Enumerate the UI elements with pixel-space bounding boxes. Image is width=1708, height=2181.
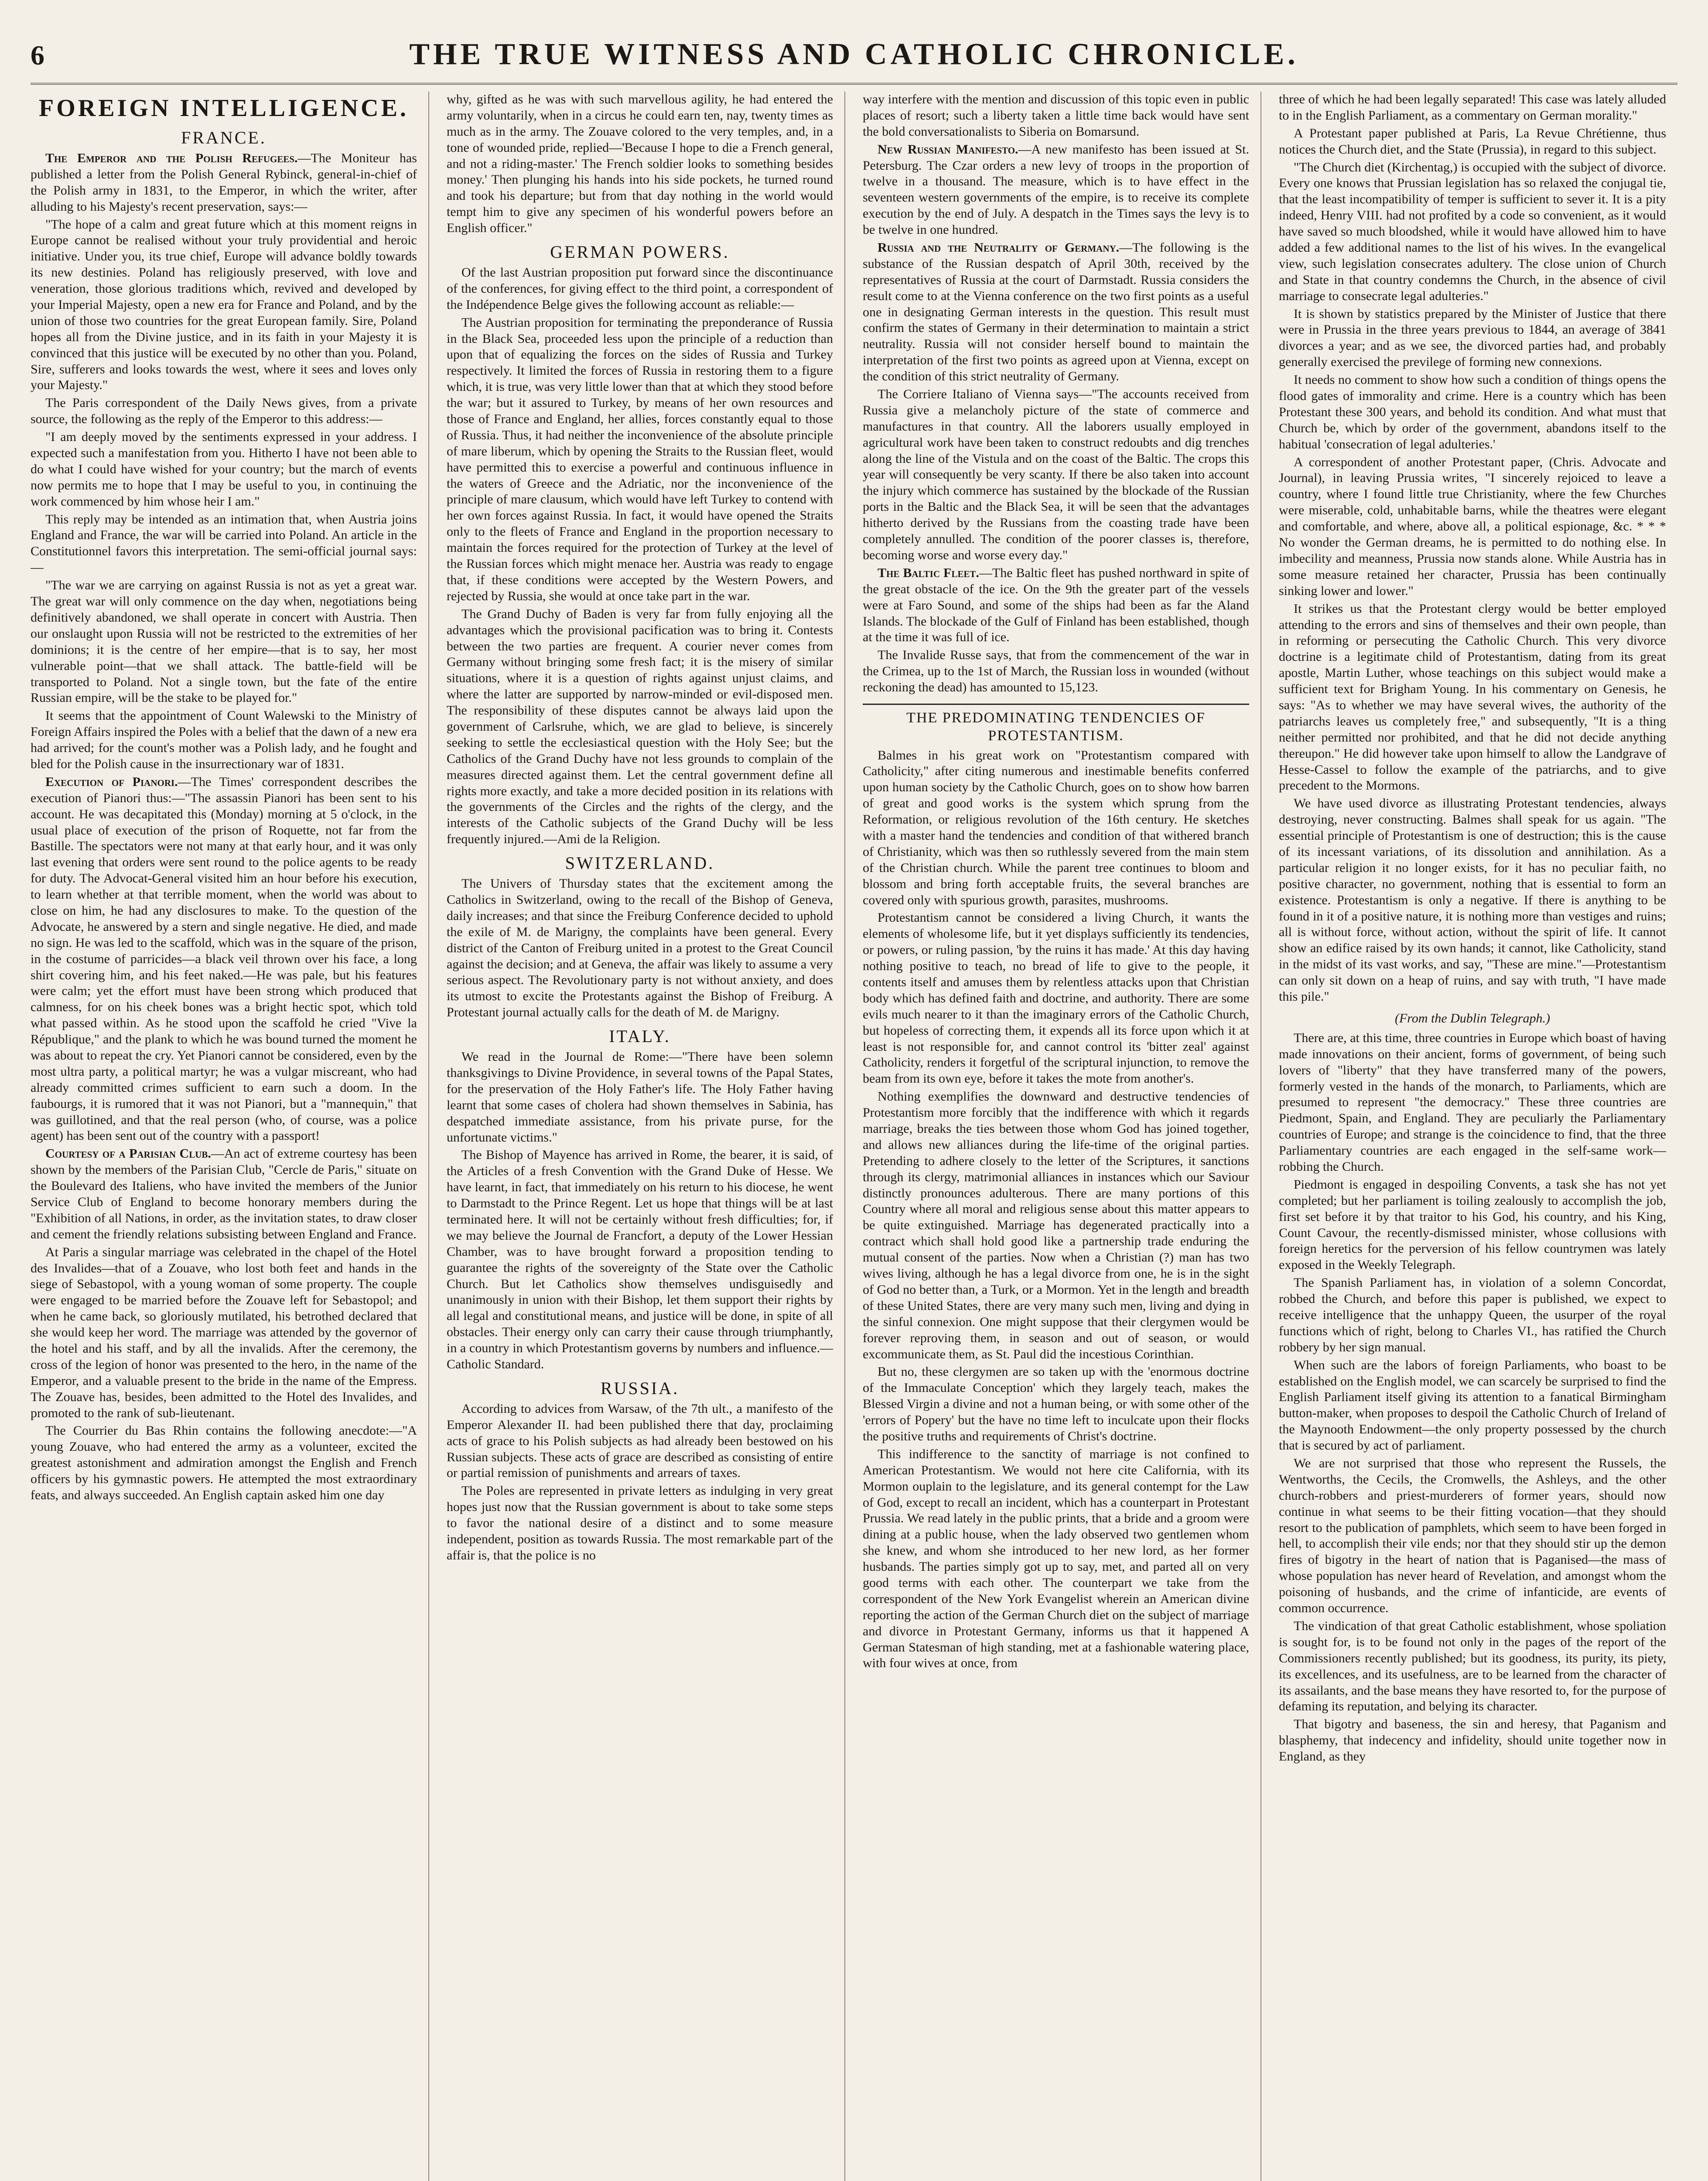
column-4 xyxy=(1279,92,1677,2181)
paragraph: The vindication of that great Catholic establishment, whose spoliation is sought for, is to be found not only in the pages of the report of the Commissioners recently published; but its goodness, its purity, its piety, its excellences, and its usefulness, are to be learned from the character of its assailants, and the base means they have resorted to, for the purpose of defaming its reputation, and belying its character. xyxy=(1279,1618,1666,1714)
country-heading-italy: ITALY. xyxy=(609,1026,671,1046)
masthead xyxy=(31,26,1677,85)
paragraph: New Russian Manifesto.—A new manifesto has been issued at St. Petersburg. The Czar orders a new levy of troops in the proportion of twelve in a thousand. The measure, which is to have effect in the seventeen western governments of the empire, is to receive its complete execution by the end of July. A despatch in the Times says the levy is to be twelve in one hundred. xyxy=(863,142,1249,237)
paragraph-lead: The Baltic Fleet. xyxy=(878,565,979,580)
paragraph: This reply may be intended as an intimation that, when Austria joins England and France, the war will be carried into Poland. An article in the Constitutionnel favors this interpretation. The semi-official journal says:— xyxy=(31,512,417,575)
paragraph: That bigotry and baseness, the sin and heresy, that Paganism and blasphemy, that indecency and infidelity, should unite together now in England, as they xyxy=(1279,1717,1666,1764)
country-heading-russia: RUSSIA. xyxy=(600,1378,680,1398)
paragraph: The Spanish Parliament has, in violation of a solemn Concordat, robbed the Church, and before this paper is published, we expect to receive intelligence that the unhappy Queen, the usurper of the royal functions which of right, belong to Charles VI., has ratified the Church robbery by her sign manual. xyxy=(1279,1275,1666,1354)
paragraph: There are, at this time, three countries in Europe which boast of having made innovations on their ancient, forms of government, of being such lovers of "liberty" that they have transferred many of the powers, formerly vested in the hands of the monarch, to Parliaments, which are presumed to represent "the democracy." These three countries are Piedmont, Spain, and England. They are peculiarly the Parliamentary countries of Europe; and strange is the coincidence to find, that the three Parliamentary countries are each engaged in the self-same work—robbing the Church. xyxy=(1279,1030,1666,1174)
paragraph: The Poles are represented in private letters as indulging in very great hopes just now that the Russian government is about to take some steps to favor the national desire of a distinct and to some measure independent, position as towards Russia. The most remarkable part of the affair is, that the police is no xyxy=(447,1484,833,1562)
paragraph: The Bishop of Mayence has arrived in Rome, the bearer, it is said, of the Articles of a fresh Convention with the Grand Duke of Hesse. We have learnt, in fact, that immediately on his return to his diocese, he went to Darmstadt to the Prince Regent. Let us hope that things will be at last terminated here. It will not be certainly without fresh difficulties; for, if we may believe the Journal de Francfort, a deputy of the Lower Hessian Chamber, was to have brought forward a proposition tending to guarantee the rights of the sovereignty of the State over the Catholic Church. But let Catholics show themselves undisguisedly and unanimously in union with their Bishop, let them support their rights by all legal and constitutional means, and justice will be done, in spite of all obstacles. Their energy only can carry their cause through triumphantly, in a country in which Protestantism governs by numbers and influence.—Catholic Standard. xyxy=(447,1148,833,1372)
paragraph-lead: New Russian Manifesto. xyxy=(878,142,1018,157)
paragraph: The Corriere Italiano of Vienna says—"The accounts received from Russia give a melancholy picture of the state of commerce and manufactures in that country. All the laborers usually employed in agricultural work have been taken to construct redoubts and dig trenches along the line of the Vistula and on the coast of the Baltic. The crops this year will consequently be very scanty. If there be also taken into account the injury which commerce has sustained by the blockade of the Russian ports in the Baltic and the Black Sea, it will be seen that the advantages hitherto derived by the Russians from the coasting trade have been completely annulled. The condition of the poorer classes is, therefore, becoming worse and worse every day." xyxy=(863,387,1249,562)
paragraph: The Emperor and the Polish Refugees.—The Moniteur has published a letter from the Polish General Rybinck, general-in-chief of the Polish army in 1831, to the Emperor, in which the writer, after alluding to his Majesty's recent preservation, says:— xyxy=(31,151,417,214)
column-2 xyxy=(447,92,845,2181)
paragraph: When such are the labors of foreign Parliaments, who boast to be established on the English model, we can scarcely be surprised to find the English Parliament itself giving its attention to a fanatical Birmingham button-maker, when proposes to despoil the Catholic Church of Ireland of the Maynooth Endowment—the only property possessed by the church that is secured by act of parliament. xyxy=(1279,1357,1666,1453)
paragraph: Courtesy of a Parisian Club.—An act of extreme courtesy has been shown by the members of the Parisian Club, "Cercle de Paris," situate on the Boulevard des Italiens, who have invited the members of the Junior Service Club of England to become honorary members during the "Exhibition of all Nations, in order, as the invitation states, to draw closer and cement the friendly relations subsisting between England and France. xyxy=(31,1146,417,1241)
paragraph: A correspondent of another Protestant paper, (Chris. Advocate and Journal), in leaving Prussia writes, "I sincerely rejoiced to leave a country, where I found little true Christianity, where the few Churches were miserable, cold, unhabitable barns, while the theatres were elegant and comfortable, and where, above all, a political espionage, &c. * * * No wonder the German dreams, he is permitted to do nothing else. In imbecility and meanness, Prussia now stands alone. While Austria has in some measure retained her character, Prussia has been continually sinking lower and lower." xyxy=(1279,455,1666,598)
paragraph-lead: Russia and the Neutrality of Germany. xyxy=(878,240,1120,255)
paragraph: According to advices from Warsaw, of the 7th ult., a manifesto of the Emperor Alexander II. had been published there that day, proclaiming acts of grace to his Polish subjects as had already been bestowed on his Russian subjects. These acts of grace are described as consisting of entire or partial remission of punishments and arrears of taxes. xyxy=(447,1401,833,1480)
paragraph: But no, these clergymen are so taken up with the 'enormous doctrine of the Immaculate Conception' which they largely teach, makes the Blessed Virgin a divine and not a human being, or with some other of the 'errors of Popery' but the have no time left to inculcate upon their flocks the positive truths and requirements of Christ's doctrine. xyxy=(863,1364,1249,1443)
paragraph: Execution of Pianori.—The Times' correspondent describes the execution of Pianori thus:—"The assassin Pianori has been sent to his account. He was decapitated this (Monday) morning at 5 o'clock, in the usual place of execution of the prison of Roquette, not far from the Bastille. The spectators were not many at that early hour, and it was only last evening that orders were sent round to the police agents to be ready for duty. The Advocat-General visited him an hour before his execution, to learn whether at that terrible moment, when the world was about to close on him, he had any disclosures to make. To the question of the Advocate, he answered by a stern and single negative. He died, and made no sign. He was led to the scaffold, which was in the square of the prison, in the costume of parricides—a black veil thrown over his face, a long shirt covering him, and his feet naked.—He was pale, but his features were calm; yet the effort must have been strong which produced that calmness, for on his cheek bones was a bright hectic spot, which told what passed within. As he stood upon the scaffold he cried "Vive la République," and the plank to which he was bound turned the moment he was about to repeat the cry. Yet Pianori cannot be considered, even by the most ultra party, a political martyr; he was a vulgar miscreant, who had already committed crimes sufficient to earn such a doom. In the faubourgs, it is rumored that it was not Pianori, but a "mannequin," that was guillotined, and that the real person (who, of course, was a police agent) has been sent out of the country with a passport! xyxy=(31,774,417,1143)
paragraph: We read in the Journal de Rome:—"There have been solemn thanksgivings to Divine Providence, in several towns of the Papal States, for the preservation of the Holy Father's life. The Holy Father having learnt that some cases of cholera had shown themselves in Sabinia, has despatched immediate assistance, from his private purse, for the unfortunate victims." xyxy=(447,1049,833,1145)
paragraph: We have used divorce as illustrating Protestant tendencies, always destroying, never constructing. Balmes shall speak for us again. "The essential principle of Protestantism is one of destruction; this is the cause of its incessant variations, of its dissolution and annihilation. As a particular religion it no longer exists, for it has no peculiar faith, no positive character, no government, nothing that is essential to form an existence. Protestantism is only a negative. If there is anything to be found in it of a positive nature, it is nothing more than vestiges and ruins; all is without force, without action, without the spirit of life. It cannot show an edifice raised by its own hands; it cannot, like Catholicity, stand in the midst of its vast works, and say, "These are mine."—Protestantism can only sit down on a heap of ruins, and say with truth, "I have made this pile." xyxy=(1279,796,1666,1004)
paragraph: The Paris correspondent of the Daily News gives, from a private source, the following as the reply of the Emperor to this address:— xyxy=(31,396,417,427)
paragraph-lead: Execution of Pianori. xyxy=(45,774,178,789)
paragraph: "The war we are carrying on against Russia is not as yet a great war. The great war will only commence on the day when, negotiations being definitively abandoned, we shall operate in concert with Austria. Then our onslaught upon Russia will not be restricted to the extremities of her dominions; it is the centre of her empire—that is to say, her most vulnerable point—that we shall attack. The battle-field will be transported to Poland. Not a single town, but the fate of the entire Russian empire, will be the stake to be played for." xyxy=(31,578,417,705)
paragraph: It is shown by statistics prepared by the Minister of Justice that there were in Prussia in the three years previous to 1844, an average of 3841 divorces a year; and as we see, the divorced parties had, and probably generally exercised the previlege of forming new connexions. xyxy=(1279,306,1666,369)
paragraph: The Austrian proposition for terminating the preponderance of Russia in the Black Sea, proceeded less upon the principle of a reduction than upon that of equalizing the forces on the sides of Russia and Turkey respectively. It limited the forces of Russia in restoring them to a figure which, it is true, was very little lower than that at which they stood before the war; but it assured to Turkey, by means of her own resources and those of France and England, her allies, forces constantly equal to those of Russia. Thus, it had neither the inconvenience of the absolute principle of mare liberum, which by opening the Straits to the Russian fleet, would have permitted this to exercise a powerful and continuous influence in the waters of Greece and the Adriatic, nor the inconvenience of the principle of mare clausum, which would have left Turkey to contend with her own forces against Russia. In fact, it would have opened the Straits only to the fleets of France and England in the proportion necessary to maintain the forces required for the protection of Turkey at the level of the Russian forces which might menace her. Austria was ready to engage that, if these conditions were accepted by the Western Powers, and rejected by Russia, she would at once take part in the war. xyxy=(447,315,833,603)
country-heading-german-powers: GERMAN POWERS. xyxy=(550,242,730,262)
paragraph: The Grand Duchy of Baden is very far from fully enjoying all the advantages which the provisional pacification was to bring it. Contests between the two parties are frequent. A courier never comes from Germany without bringing some fresh fact; it is the misery of similar situations, where it is a question of rights against unjust claims, and where the latter are supported by narrow-minded or evil-disposed men. The responsibility of these disputes cannot be always laid upon the government of Carlsruhe, which, we are glad to believe, is sincerely seeking to settle the ecclesiastical question with the Holy See; but the Catholics of the Grand Duchy have not less grounds to complain of the measures directed against them. Let the central government define all rights more exactly, and take a more decided position in its relations with the governments of the Circles and the rights of the clergy, and the interests of the Catholic subjects of the Grand Duchy will be less frequently injured.—Ami de la Religion. xyxy=(447,606,833,847)
paragraph: We are not surprised that those who represent the Russels, the Wentworths, the Cecils, the Cromwells, the Ashleys, and the other church-robbers and priest-murderers of former years, should now continue in what seems to be their fitting vocation—that they should resort to the publication of pamphlets, which seem to have been forged in hell, to accomplish their vile ends; nor that they should stir up the demon fires of bigotry in the heart of nation that is Paganised—the mass of whose population has never heard of Revelation, and amongst whom the poisoning of husbands, and the crime of infanticide, are events of common occurrence. xyxy=(1279,1456,1666,1616)
paragraph-lead: The Emperor and the Polish Refugees. xyxy=(45,151,298,165)
paragraph: Of the last Austrian proposition put forward since the discontinuance of the conferences, for giving effect to the third point, a correspondent of the Indépendence Belge gives the following account as reliable:— xyxy=(447,265,833,312)
paragraph: The Invalide Russe says, that from the commencement of the war in the Crimea, up to the 1st of March, the Russian loss in wounded (without reckoning the dead) has amounted to 15,123. xyxy=(863,648,1249,695)
paragraph: It strikes us that the Protestant clergy would be better employed attending to the errors and sins of themselves and their own people, than in reforming or persecuting the Catholic Church. This very divorce doctrine is a legitimate child of Protestantism, dating from its great apostle, Martin Luther, whose teachings on this subject would make a sufficient text for Brigham Young. In his commentary on Genesis, he says: "As to whether we may have several wives, the authority of the patriarchs leaves us completely free," and subsequently, "It is a thing neither permitted nor prohibited, and that he did not decide anything thereupon." He did however take upon himself to allow the Landgrave of Hesse-Cassel to follow the example of the patriarchs, and to give precedent to the Mormons. xyxy=(1279,601,1666,793)
paragraph: A Protestant paper published at Paris, La Revue Chrétienne, thus notices the Church diet, and the State (Prussia), in regard to this subject. xyxy=(1279,126,1666,157)
paragraph: It needs no comment to show how such a condition of things opens the flood gates of immorality and crime. Here is a country which has been Protestant these 300 years, and behold its condition. And what must that Church be, which by order of the government, abandons itself to the habitual 'consecration of legal adulteries.' xyxy=(1279,373,1666,451)
paragraph: three of which he had been legally separated! This case was lately alluded to in the English Parliament, as a commentary on German morality." xyxy=(1279,92,1666,123)
country-heading-france: FRANCE. xyxy=(181,128,266,147)
paragraph: Russia and the Neutrality of Germany.—The following is the substance of the Russian despatch of April 30th, received by the representatives of Russia at the court of Darmstadt. Russia considers the result come to at the Vienna conference on the two first points as a useful one in designating German interests in the question. This result must confirm the states of Germany in their determination to maintain a strict neutrality. Russia will not consider herself bound to maintain the interpretation of the first two points as agreed upon at Vienna, except on the condition of this strict neutrality of Germany. xyxy=(863,240,1249,384)
article-columns xyxy=(31,92,1677,2181)
column-1 xyxy=(31,92,429,2181)
paragraph: The Courrier du Bas Rhin contains the following anecdote:—"A young Zouave, who had entered the army as a volunteer, excited the greatest astonishment and admiration amongst the English and French officers by his gymnastic powers. He attempted the most extraordinary feats, and always succeeded. An English captain asked him one day xyxy=(31,1423,417,1503)
paragraph: Piedmont is engaged in despoiling Convents, a task she has not yet completed; but her parliament is toiling zealously to accomplish the job, first set before it by that traitor to his God, his country, and his King, Count Cavour, the recently-dismissed minister, whose collusions with foreign heretics for the perversion of his fellow countrymen was lately exposed in the Weekly Telegraph. xyxy=(1279,1177,1666,1272)
paragraph: Nothing exemplifies the downward and destructive tendencies of Protestantism more forcibly that the indifference with which it regards marriage, breaks the ties between those whom God has joined together, and allows new alliances during the life-time of the original parties. Pretending to adhere closely to the letter of the Scriptures, it sanctions through its clergy, matrimonial alliances in instances which our Saviour distinctly pronounces adulterous. There are many portions of this Country where all moral and religious sense about this matter appears to be quite extinguished. Marriage has degenerated practically into a contract which shall hold good like a partnership trade enduring the mutual consent of the parties. Now when a Christian (?) man has two wives living, although he has a legal divorce from one, he is in the sight of God no better than, a Turk, or a Mormon. Yet in the length and breadth of these United States, there are very many such men, living and dying in the sinful connexion. One might suppose that their clergymen would be forever reproving them, in season and out of season, or would excommunicate them, as St. Paul did the incestious Corinthian. xyxy=(863,1089,1249,1361)
paragraph-lead: Courtesy of a Parisian Club. xyxy=(45,1146,211,1161)
paragraph: Balmes in his great work on "Protestantism compared with Catholicity," after citing numerous and inestimable benefits conferred upon human society by the Catholic Church, goes on to show how barren of great and good works is the system which sprung from the Reformation, or religious revolution of the 16th century. He sketches with a master hand the tendencies and condition of that withered branch of Christianity, which was then so ruthlessly severed from the main stem of the Christian church. While the parent tree continues to bloom and blossom and bring forth acceptable fruits, the several branches are covered only with spurious growth, parasites, mushrooms. xyxy=(863,748,1249,907)
paragraph: It seems that the appointment of Count Walewski to the Ministry of Foreign Affairs inspired the Poles with a belief that the dawn of a new era had arrived; for the count's mother was a Polish lady, and he fought and bled for the Polish cause in the insurrectionary war of 1831. xyxy=(31,708,417,771)
paragraph: The Baltic Fleet.—The Baltic fleet has pushed northward in spite of the great obstacle of the ice. On the 9th the greater part of the vessels were at Faro Sound, and some of the ships had been as far the Aland Islands. The blockade of the Gulf of Finland has been established, though at the time it was full of ice. xyxy=(863,565,1249,645)
section-divider xyxy=(863,704,1249,705)
paragraph: why, gifted as he was with such marvellous agility, he had entered the army voluntarily, when in a circus he could earn ten, nay, twenty times as much as in the army. The Zouave colored to the very temples, and, in a tone of wounded pride, replied—'Because I hope to die a French general, and not a riding-master.' The French soldier looks to something besides money.' Then plunging his hands into his side pockets, he turned round and took his departure; but from that day nothing in the world would tempt him to give any specimen of his wonderful powers before an English officer." xyxy=(447,92,833,236)
article-source: (From the Dublin Telegraph.) xyxy=(1394,1011,1551,1026)
paragraph: At Paris a singular marriage was celebrated in the chapel of the Hotel des Invalides—that of a Zouave, who lost both feet and hands in the siege of Sebastopol, with a young woman of some property. The couple were engaged to be married before the Zouave left for Sebastopol; and when he came back, so gloriously mutilated, his betrothed declared that she would keep her word. The marriage was attended by the governor of the hotel and his staff, and by all the invalids. After the ceremony, the cross of the legion of honor was presented to the hero, in the name of the Emperor, and a valuable present to the bride in the name of the Empress. The Zouave has, besides, been admitted to the Hotel des Invalides, and promoted to the rank of sub-lieutenant. xyxy=(31,1244,417,1420)
paper-title: THE TRUE WITNESS AND CATHOLIC CHRONICLE. xyxy=(409,38,1299,71)
paragraph: "The hope of a calm and great future which at this moment reigns in Europe cannot be realised without your truly providential and heroic initiative. Under you, its true chief, Europe will advance boldly towards its new destinies. Poland has religiously preserved, with love and veneration, those glorious traditions which, revived and developed by your Imperial Majesty, open a new era for France and Poland, and by the union of those two countries for the great European family. Sire, Poland hopes all from the Divine justice, and in its faith in your Majesty it is convinced that this justice will be executed by no other than you. Poland, Sire, sufferers and looks towards the west, where it sees and loves only your Majesty." xyxy=(31,217,417,393)
paragraph: The Univers of Thursday states that the excitement among the Catholics in Switzerland, owing to the recall of the Bishop of Geneva, daily increases; and that since the Freiburg Conference decided to uphold the exile of M. de Marigny, the complaints have been general. Every district of the Canton of Freiburg united in a protest to the Great Council against the decision; and at Geneva, the affair was likely to assume a very serious aspect. The Revolutionary party is not without anxiety, and does its utmost to excite the Protestants against the Bishop of Freiburg. A Protestant journal actually calls for the death of M. de Marigny. xyxy=(447,876,833,1020)
section-heading: FOREIGN INTELLIGENCE. xyxy=(39,95,409,122)
paragraph: Protestantism cannot be considered a living Church, it wants the elements of wholesome life, but it yet displays sufficiently its tendencies, or powers, or ruling passion, 'by the ruins it has made.' At this day having nothing positive to teach, no bread of life to give to the people, it contents itself and amuses them by relentless attacks upon that Christian body which has defined faith and doctrine, and authority. There are some evils much nearer to it than the imaginary errors of the Catholic Church, but hopeless of correcting them, it expends all its force upon which it at least is not responsible for, and cannot control its 'bitter zeal' against Catholicity, renders it forgetful of the scriptural injunction, to remove the beam from its own eye, before it takes the mote from another's. xyxy=(863,910,1249,1086)
paragraph: way interfere with the mention and discussion of this topic even in public places of resort; such a liberty taken a little time back would have sent the bold conversationalists to Siberia on Bomarsund. xyxy=(863,92,1249,139)
column-3 xyxy=(863,92,1261,2181)
paragraph: This indifference to the sanctity of marriage is not confined to American Protestantism. We would not here cite California, with its Mormon ouplain to the legislature, and its general contempt for the Law of God, except to recall an incident, which has a counterpart in Protestant Prussia. We read lately in the public prints, that a bride and a groom were dining at a public house, when the lady observed two gentlemen whom she knew, and whom she introduced to her new lord, as her former husbands. The parties simply got up to say, met, and parted all on very good terms with each other. The counterpart we take from the correspondent of the New York Evangelist wherein an American divine reporting the action of the German Church diet on the subject of marriage and divorce in Protestant Germany, informs us that it happened A German Statesman of high standing, met at a fashionable watering place, with four wives at once, from xyxy=(863,1446,1249,1671)
page-number: 6 xyxy=(31,40,44,71)
article-title: THE PREDOMINATING TENDENCIES OF PROTESTANTISM. xyxy=(906,709,1206,744)
paragraph: "The Church diet (Kirchentag,) is occupied with the subject of divorce. Every one knows that Prussian legislation has so relaxed the conjugal tie, that the least incompatibility of temper is sufficient to sever it. It is a pity indeed, Henry VIII. had not profited by a code so convenient, as it would have saved so much bloodshed, while it would have allowed him to have added a few additional names to the list of his wives. In the evangelical view, such legislation consecrates adultery. The close union of Church and State in that country condemns the Church, in the absence of civil marriage to consecrate legal adulteries." xyxy=(1279,160,1666,303)
paragraph: "I am deeply moved by the sentiments expressed in your address. I expected such a manifestation from you. Hitherto I have not been able to do what I could have wished for your country; but the march of events now permits me to hope that I may be useful to you, in continuing the work commenced by him whose heir I am." xyxy=(31,430,417,509)
country-heading-switzerland: SWITZERLAND. xyxy=(565,853,715,873)
